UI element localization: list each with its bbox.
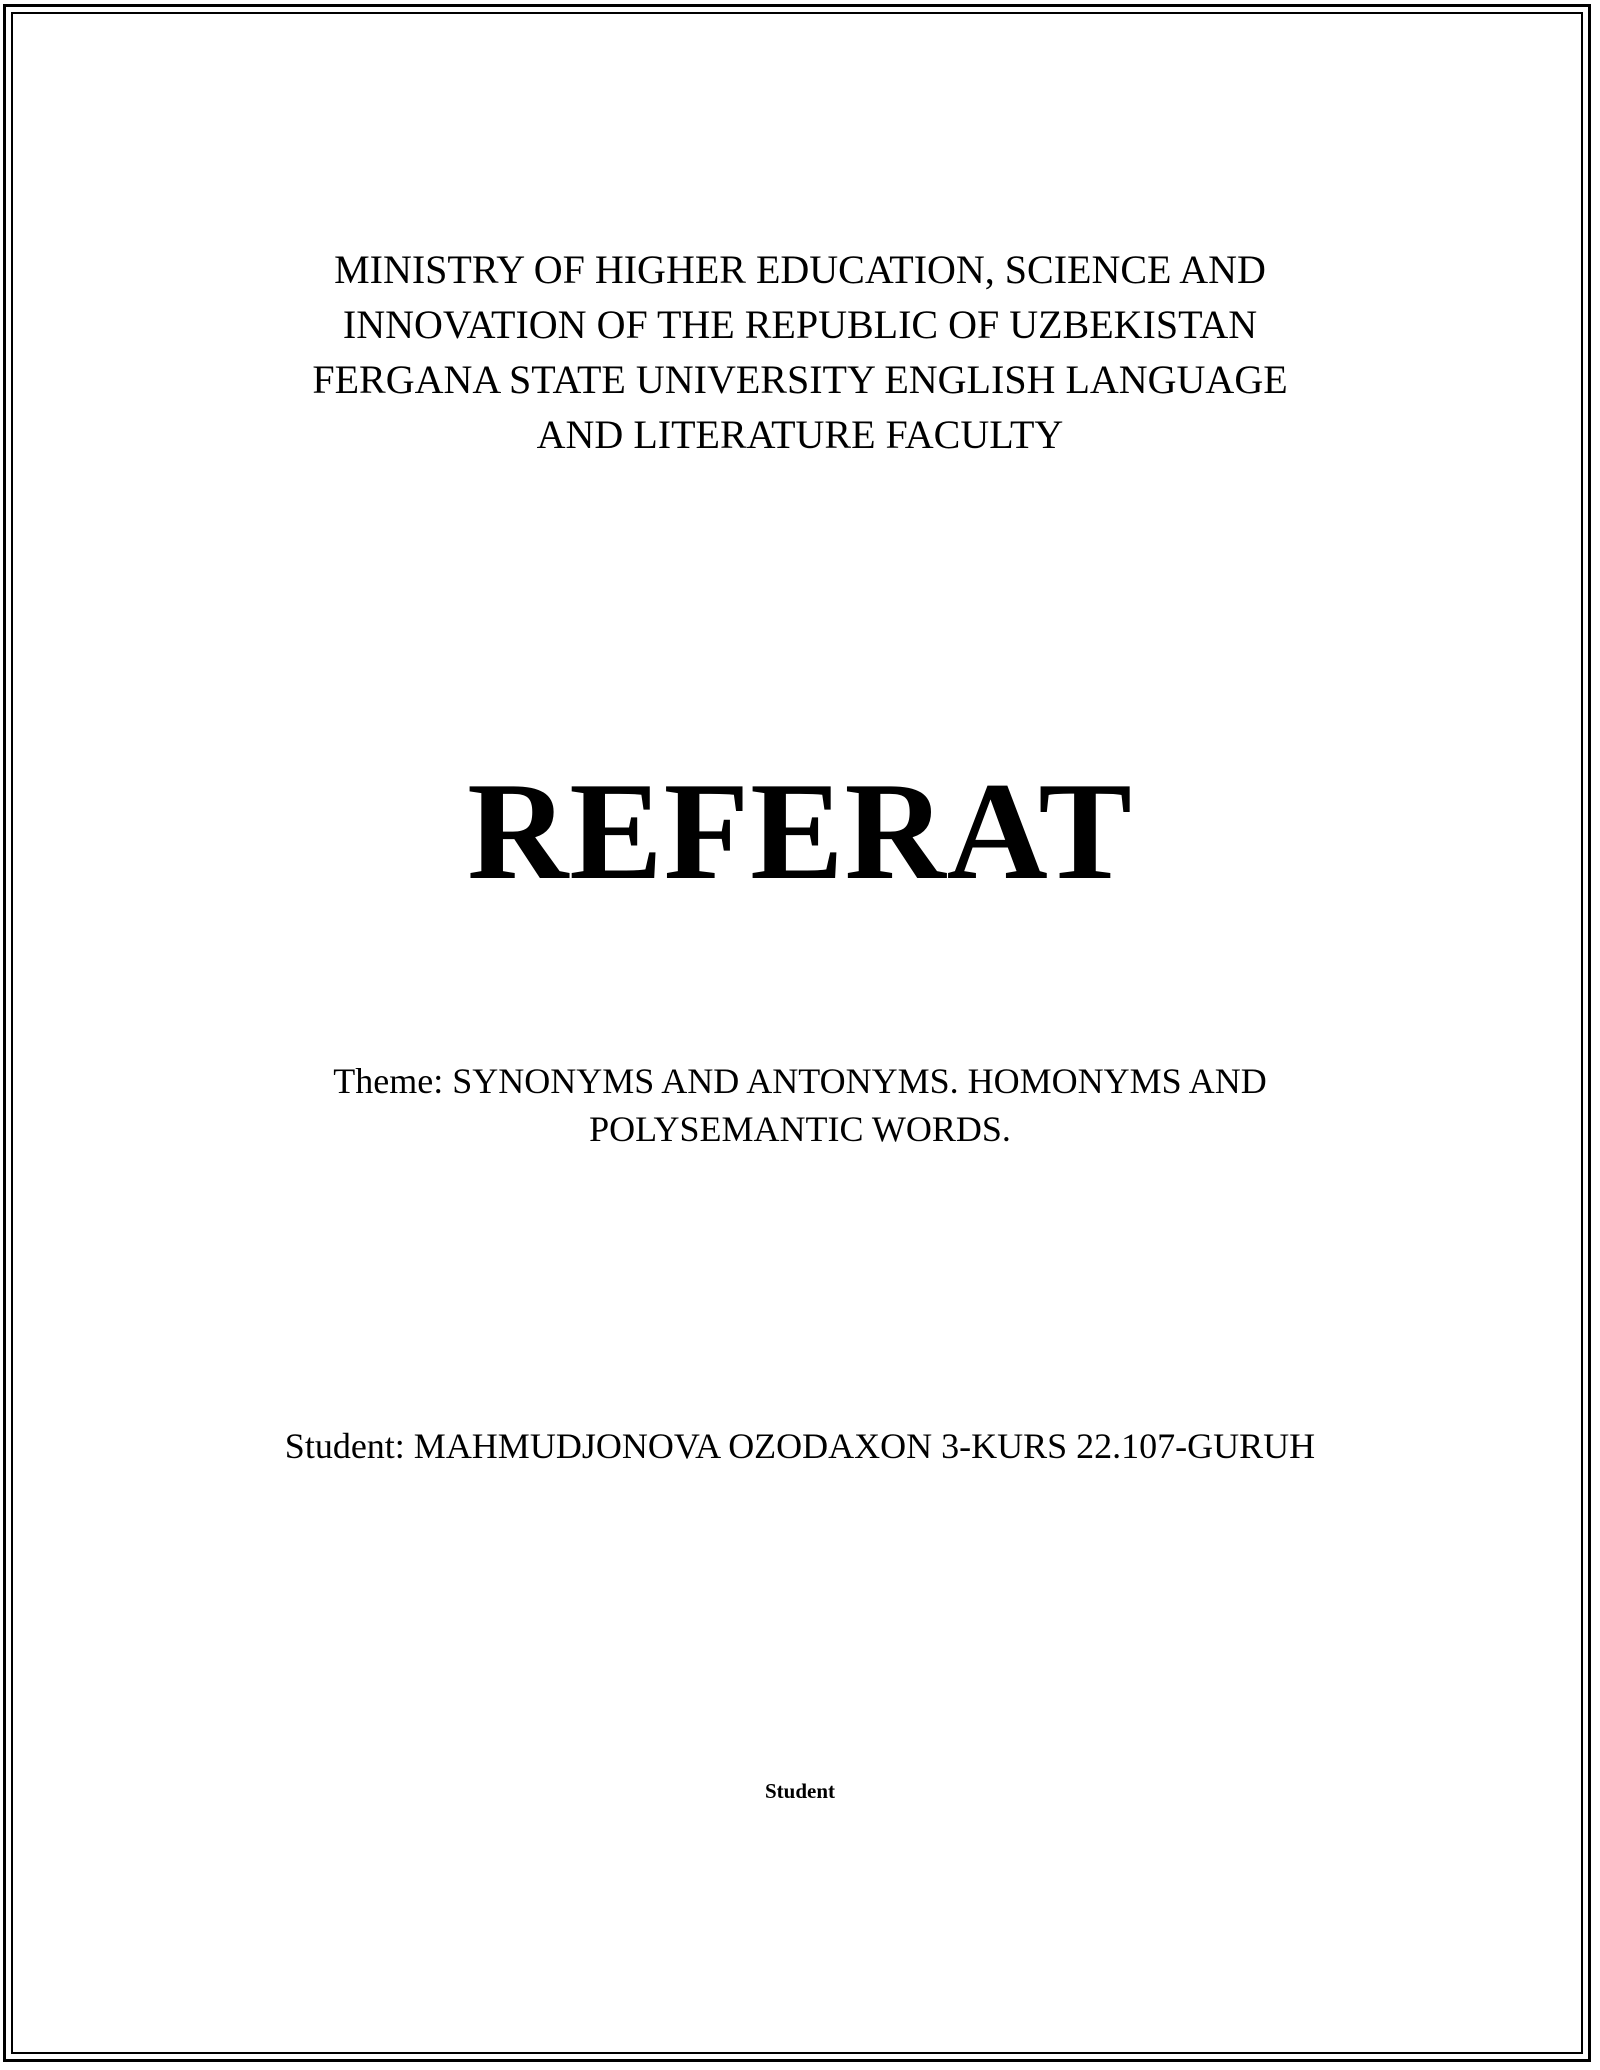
theme-text	[0, 1057, 1600, 1153]
header-line-1: MINISTRY OF HIGHER EDUCATION, SCIENCE AND	[334, 247, 1266, 292]
header-line-2: INNOVATION OF THE REPUBLIC OF UZBEKISTAN	[342, 302, 1258, 347]
theme-line-2: POLYSEMANTIC WORDS.	[589, 1109, 1011, 1149]
footer-student-label: Student	[764, 1779, 836, 1803]
document-title: REFERAT	[467, 754, 1133, 909]
theme-line-1: Theme: SYNONYMS AND ANTONYMS. HOMONYMS AND	[333, 1061, 1267, 1101]
header-line-4: AND LITERATURE FACULTY	[536, 412, 1064, 457]
student-info: Student: MAHMUDJONOVA OZODAXON 3-KURS 22.107-GURUH	[284, 1426, 1316, 1466]
institution-header	[0, 242, 1600, 462]
header-line-3: FERGANA STATE UNIVERSITY ENGLISH LANGUAGE	[312, 357, 1288, 402]
